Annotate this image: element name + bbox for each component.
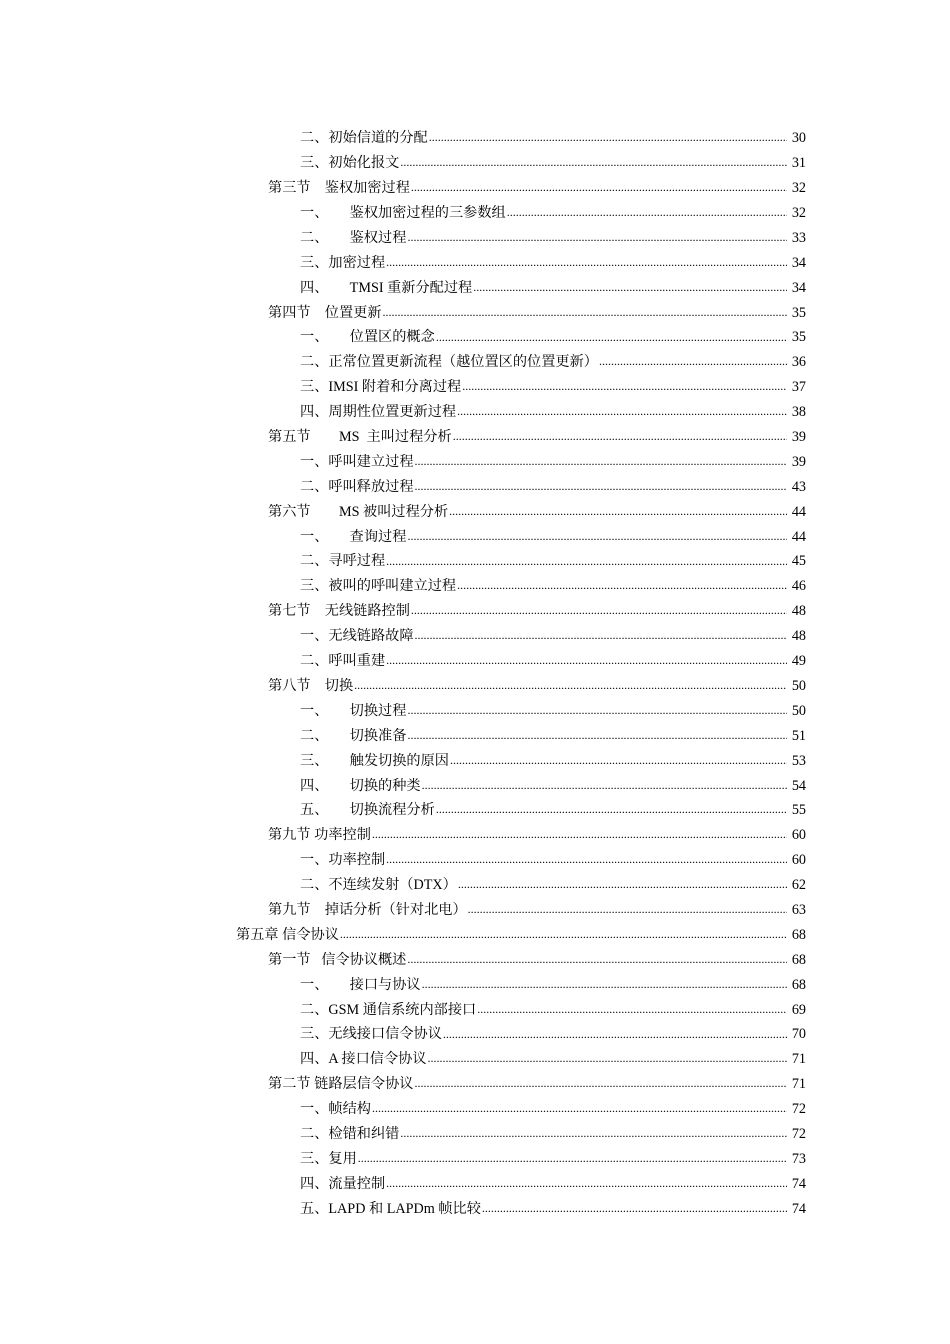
toc-entry-title: 接口与协议: [349, 976, 421, 993]
toc-entry[interactable]: [0, 400, 950, 425]
toc-dot-leader: [400, 1126, 787, 1140]
toc-dot-leader: [386, 852, 787, 866]
toc-dot-leader: [436, 802, 787, 816]
toc-entry[interactable]: [0, 923, 950, 948]
toc-entry-number: 三、: [300, 752, 329, 769]
toc-dot-leader: [400, 155, 787, 169]
toc-entry-title: 帧结构: [328, 1101, 371, 1118]
toc-dot-leader: [386, 653, 787, 667]
toc-entry[interactable]: [0, 1047, 950, 1072]
toc-entry[interactable]: [0, 250, 950, 275]
toc-dot-leader: [468, 902, 787, 916]
toc-entry-page-number: 68: [791, 926, 806, 943]
toc-entry-page-number: 73: [791, 1150, 806, 1167]
toc-dot-leader: [507, 205, 787, 219]
toc-dot-leader: [457, 404, 787, 418]
toc-entry-title: MS 被叫过程分析: [338, 503, 449, 520]
toc-entry[interactable]: [0, 1122, 950, 1147]
toc-entry-number: 五、: [300, 1200, 329, 1217]
toc-entry[interactable]: [0, 126, 950, 151]
toc-dot-leader: [415, 479, 787, 493]
toc-entry-number: 二、: [300, 130, 329, 147]
toc-entry-number: 三、: [300, 1150, 329, 1167]
toc-entry-number: 一、: [300, 528, 329, 545]
toc-entry-number: 第五章: [236, 926, 279, 943]
toc-entry[interactable]: [0, 1097, 950, 1122]
toc-entry-title: 无线接口信令协议: [328, 1026, 442, 1043]
toc-entry-number: 二、: [300, 553, 329, 570]
toc-entry-page-number: 71: [791, 1051, 806, 1068]
toc-dot-leader: [340, 927, 787, 941]
toc-entry-spacing: [328, 803, 349, 817]
toc-entry-number: 四、: [300, 279, 329, 296]
toc-entry[interactable]: [0, 1147, 950, 1172]
toc-entry[interactable]: [0, 1072, 950, 1097]
toc-entry-number: 一、: [300, 205, 329, 222]
toc-entry[interactable]: [0, 997, 950, 1022]
toc-entry[interactable]: [0, 848, 950, 873]
toc-entry-title: 切换流程分析: [349, 802, 435, 819]
toc-entry[interactable]: [0, 176, 950, 201]
toc-entry[interactable]: [0, 425, 950, 450]
toc-entry-page-number: 34: [791, 254, 806, 271]
toc-entry-spacing: [328, 206, 349, 220]
toc-entry-page-number: 69: [791, 1001, 806, 1018]
toc-entry-page-number: 35: [791, 304, 806, 321]
toc-entry-page-number: 71: [791, 1076, 806, 1093]
toc-dot-leader: [450, 753, 787, 767]
table-of-contents: [0, 126, 950, 1221]
toc-entry-title: 呼叫建立过程: [328, 453, 414, 470]
toc-entry-title: 加密过程: [328, 254, 386, 271]
toc-entry-number: 第六节: [268, 503, 311, 520]
toc-dot-leader: [407, 728, 787, 742]
toc-entry-spacing: [328, 978, 349, 992]
toc-entry-number: 第五节: [268, 429, 311, 446]
toc-entry-number: 四、: [300, 1175, 329, 1192]
toc-dot-leader: [407, 529, 787, 543]
toc-entry-number: 一、: [300, 976, 329, 993]
toc-dot-leader: [372, 1101, 787, 1115]
toc-entry-number: 一、: [300, 329, 329, 346]
toc-entry-title: 鉴权加密过程的三参数组: [349, 205, 506, 222]
toc-entry-page-number: 63: [791, 901, 806, 918]
toc-entry-page-number: 53: [791, 752, 806, 769]
toc-entry-number: 一、: [300, 702, 329, 719]
toc-entry-page-number: 48: [791, 628, 806, 645]
toc-entry-title: IMSI 附着和分离过程: [328, 379, 462, 396]
toc-entry-page-number: 32: [791, 180, 806, 197]
toc-dot-leader: [386, 1176, 787, 1190]
toc-entry[interactable]: [0, 674, 950, 699]
toc-dot-leader: [449, 504, 787, 518]
toc-entry[interactable]: [0, 947, 950, 972]
toc-dot-leader: [482, 1201, 787, 1215]
toc-entry-spacing: [328, 281, 349, 295]
toc-entry-spacing: [311, 430, 339, 444]
toc-dot-leader: [383, 305, 787, 319]
toc-entry-page-number: 46: [791, 578, 806, 595]
toc-entry-number: 三、: [300, 155, 329, 172]
toc-entry-spacing: [328, 779, 349, 793]
toc-entry-page-number: 51: [791, 727, 806, 744]
toc-entry-title: 功率控制: [314, 827, 371, 844]
toc-entry[interactable]: [0, 151, 950, 176]
toc-entry-number: 五、: [300, 802, 329, 819]
toc-dot-leader: [457, 578, 787, 592]
toc-entry-number: 二、: [300, 1001, 329, 1018]
toc-entry-number: 二、: [300, 1125, 329, 1142]
toc-entry-number: 第八节: [268, 677, 311, 694]
toc-entry-page-number: 50: [791, 677, 806, 694]
toc-entry-title: 复用: [328, 1150, 357, 1167]
toc-entry[interactable]: [0, 798, 950, 823]
toc-entry-page-number: 45: [791, 553, 806, 570]
toc-dot-leader: [354, 678, 787, 692]
toc-entry-title: 鉴权过程: [349, 229, 407, 246]
toc-dot-leader: [473, 280, 787, 294]
toc-entry-page-number: 39: [791, 429, 806, 446]
toc-dot-leader: [422, 977, 787, 991]
toc-entry-number: 二、: [300, 478, 329, 495]
toc-entry-title: MS 主叫过程分析: [338, 429, 452, 446]
toc-entry-page-number: 68: [791, 976, 806, 993]
toc-entry-page-number: 55: [791, 802, 806, 819]
toc-entry-title: 位置区的概念: [349, 329, 435, 346]
toc-entry-number: 二、: [300, 229, 329, 246]
toc-entry[interactable]: [0, 1196, 950, 1221]
toc-entry-number: 第九节: [268, 827, 311, 844]
toc-entry-page-number: 37: [791, 379, 806, 396]
toc-dot-leader: [429, 130, 787, 144]
toc-entry[interactable]: [0, 649, 950, 674]
toc-entry-spacing: [328, 330, 349, 344]
toc-entry-page-number: 43: [791, 478, 806, 495]
toc-entry-number: 四、: [300, 777, 329, 794]
toc-entry-number: 二、: [300, 354, 329, 371]
toc-entry-number: 二、: [300, 727, 329, 744]
toc-dot-leader: [428, 1051, 787, 1065]
toc-entry[interactable]: [0, 599, 950, 624]
toc-entry[interactable]: [0, 201, 950, 226]
toc-entry[interactable]: [0, 823, 950, 848]
toc-entry-title: 检错和纠错: [328, 1125, 400, 1142]
toc-entry-number: 二、: [300, 877, 329, 894]
toc-entry-spacing: [328, 754, 349, 768]
toc-entry-spacing: [311, 181, 325, 195]
toc-dot-leader: [372, 827, 787, 841]
toc-entry-page-number: 44: [791, 528, 806, 545]
toc-dot-leader: [407, 952, 787, 966]
toc-entry-page-number: 35: [791, 329, 806, 346]
toc-entry-title: 被叫的呼叫建立过程: [328, 578, 457, 595]
toc-entry[interactable]: [0, 524, 950, 549]
toc-entry-title: 鉴权加密过程: [324, 180, 410, 197]
toc-entry-spacing: [328, 530, 349, 544]
toc-dot-leader: [415, 628, 787, 642]
toc-dot-leader: [386, 255, 787, 269]
toc-dot-leader: [358, 1151, 787, 1165]
toc-entry[interactable]: [0, 748, 950, 773]
toc-entry-page-number: 50: [791, 702, 806, 719]
toc-entry[interactable]: [0, 1022, 950, 1047]
toc-dot-leader: [411, 603, 787, 617]
toc-entry-title: 位置更新: [324, 304, 382, 321]
toc-entry[interactable]: [0, 624, 950, 649]
toc-entry-title: 功率控制: [328, 852, 386, 869]
toc-entry-spacing: [311, 604, 325, 618]
toc-entry-page-number: 74: [791, 1200, 806, 1217]
toc-entry-title: 切换的种类: [349, 777, 421, 794]
toc-entry[interactable]: [0, 474, 950, 499]
toc-entry-page-number: 39: [791, 453, 806, 470]
toc-entry-title: 无线链路控制: [324, 603, 410, 620]
toc-entry-spacing: [311, 903, 325, 917]
toc-entry-number: 第九节: [268, 901, 311, 918]
toc-dot-leader: [407, 703, 787, 717]
toc-dot-leader: [599, 354, 787, 368]
toc-entry-page-number: 31: [791, 155, 806, 172]
toc-entry[interactable]: [0, 898, 950, 923]
toc-entry-title: 正常位置更新流程（越位置区的位置更新）: [328, 354, 598, 371]
toc-entry-number: 四、: [300, 1051, 329, 1068]
toc-entry[interactable]: [0, 300, 950, 325]
toc-entry-title: 流量控制: [328, 1175, 386, 1192]
toc-entry-page-number: 68: [791, 951, 806, 968]
toc-dot-leader: [453, 429, 787, 443]
toc-dot-leader: [407, 230, 787, 244]
toc-entry-spacing: [328, 729, 349, 743]
toc-entry-page-number: 33: [791, 229, 806, 246]
toc-entry[interactable]: [0, 450, 950, 475]
toc-entry-title: 切换准备: [349, 727, 407, 744]
toc-entry[interactable]: [0, 226, 950, 251]
toc-entry[interactable]: [0, 723, 950, 748]
toc-entry[interactable]: [0, 1171, 950, 1196]
toc-entry-spacing: [311, 306, 325, 320]
toc-entry-title: A 接口信令协议: [328, 1051, 427, 1068]
toc-entry-title: 初始化报文: [328, 155, 400, 172]
toc-entry-title: LAPD 和 LAPDm 帧比较: [328, 1200, 481, 1217]
toc-entry-title: 信令协议概述: [321, 951, 407, 968]
toc-entry-page-number: 74: [791, 1175, 806, 1192]
toc-entry-spacing: [311, 953, 322, 967]
toc-entry-title: 周期性位置更新过程: [328, 404, 457, 421]
toc-entry-page-number: 48: [791, 603, 806, 620]
toc-entry-number: 一、: [300, 453, 329, 470]
toc-entry-title: 呼叫重建: [328, 653, 386, 670]
toc-entry-number: 三、: [300, 1026, 329, 1043]
toc-entry-number: 二、: [300, 653, 329, 670]
toc-dot-leader: [411, 180, 787, 194]
toc-entry-number: 第四节: [268, 304, 311, 321]
toc-dot-leader: [386, 554, 787, 568]
toc-entry-title: 无线链路故障: [328, 628, 414, 645]
toc-entry[interactable]: [0, 574, 950, 599]
toc-entry-title: 呼叫释放过程: [328, 478, 414, 495]
toc-entry-number: 第一节: [268, 951, 311, 968]
toc-entry-page-number: 44: [791, 503, 806, 520]
toc-entry-title: 触发切换的原因: [349, 752, 449, 769]
toc-dot-leader: [422, 778, 787, 792]
toc-entry-spacing: [328, 231, 349, 245]
toc-entry-title: 初始信道的分配: [328, 130, 428, 147]
toc-entry-page-number: 32: [791, 205, 806, 222]
toc-entry-number: 第三节: [268, 180, 311, 197]
toc-entry[interactable]: [0, 549, 950, 574]
toc-entry[interactable]: [0, 698, 950, 723]
toc-dot-leader: [443, 1027, 787, 1041]
toc-entry-number: 三、: [300, 379, 329, 396]
toc-entry-title: GSM 通信系统内部接口: [328, 1001, 477, 1018]
toc-entry-page-number: 70: [791, 1026, 806, 1043]
toc-entry-page-number: 34: [791, 279, 806, 296]
toc-entry-title: 切换: [324, 677, 354, 694]
toc-entry-page-number: 60: [791, 852, 806, 869]
toc-entry-title: 链路层信令协议: [314, 1076, 414, 1093]
toc-entry-spacing: [311, 505, 339, 519]
toc-entry[interactable]: [0, 773, 950, 798]
toc-entry-page-number: 49: [791, 653, 806, 670]
toc-entry-title: 查询过程: [349, 528, 407, 545]
toc-entry-title: 不连续发射（DTX）: [328, 877, 457, 894]
toc-entry[interactable]: [0, 972, 950, 997]
toc-entry[interactable]: [0, 275, 950, 300]
toc-entry-page-number: 54: [791, 777, 806, 794]
toc-entry-spacing: [328, 704, 349, 718]
toc-entry-number: 三、: [300, 254, 329, 271]
toc-entry-spacing: [311, 679, 325, 693]
toc-entry[interactable]: [0, 375, 950, 400]
toc-entry-page-number: 36: [791, 354, 806, 371]
toc-entry-number: 一、: [300, 1101, 329, 1118]
toc-entry-number: 三、: [300, 578, 329, 595]
toc-entry-number: 第七节: [268, 603, 311, 620]
toc-entry-title: 切换过程: [349, 702, 407, 719]
toc-dot-leader: [462, 379, 787, 393]
toc-entry-number: 四、: [300, 404, 329, 421]
toc-entry[interactable]: [0, 350, 950, 375]
toc-entry-page-number: 30: [791, 130, 806, 147]
toc-entry-page-number: 72: [791, 1101, 806, 1118]
toc-entry-number: 一、: [300, 852, 329, 869]
toc-entry-number: 第二节: [268, 1076, 311, 1093]
toc-dot-leader: [415, 454, 787, 468]
toc-entry[interactable]: [0, 499, 950, 524]
toc-entry-title: 信令协议: [282, 926, 339, 943]
toc-entry-title: 寻呼过程: [328, 553, 386, 570]
toc-entry[interactable]: [0, 873, 950, 898]
toc-entry-page-number: 60: [791, 827, 806, 844]
toc-entry-title: TMSI 重新分配过程: [349, 279, 473, 296]
toc-dot-leader: [477, 1002, 787, 1016]
toc-entry-page-number: 72: [791, 1125, 806, 1142]
toc-dot-leader: [458, 877, 787, 891]
toc-entry-page-number: 62: [791, 877, 806, 894]
toc-entry-title: 掉话分析（针对北电）: [324, 901, 467, 918]
toc-entry-number: 一、: [300, 628, 329, 645]
toc-entry-page-number: 38: [791, 404, 806, 421]
toc-dot-leader: [436, 330, 787, 344]
toc-dot-leader: [414, 1076, 787, 1090]
toc-entry[interactable]: [0, 325, 950, 350]
